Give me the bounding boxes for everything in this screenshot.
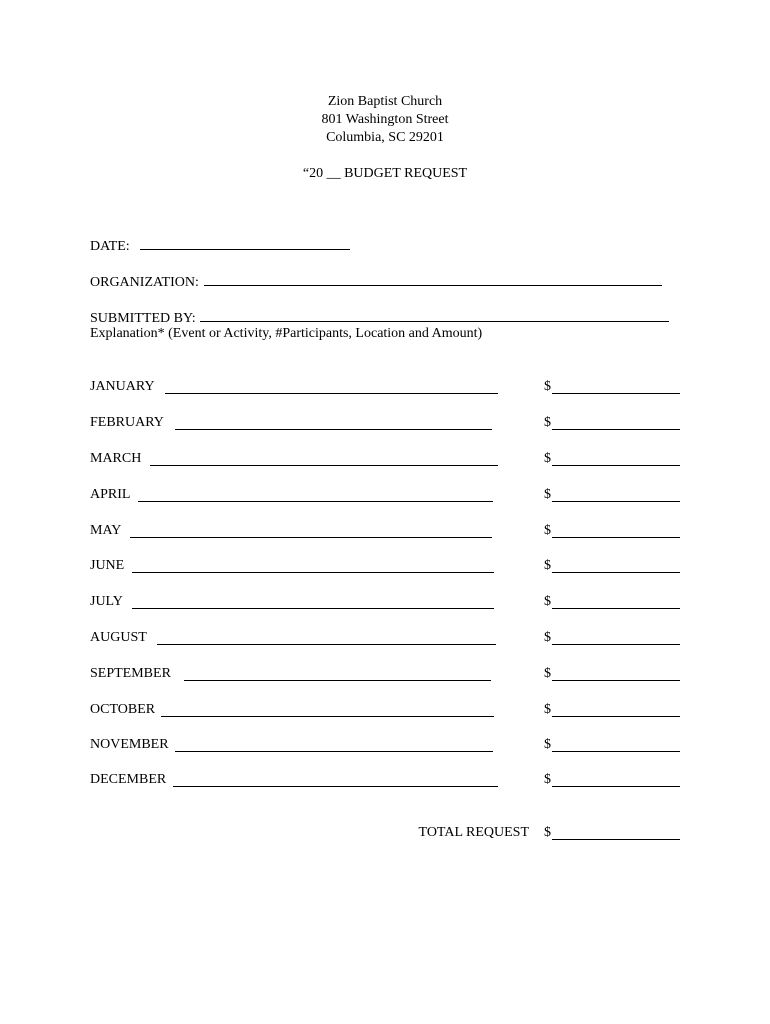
- month-row: [90, 629, 680, 647]
- organization-blank[interactable]: [204, 272, 662, 286]
- month-row: [90, 593, 680, 611]
- month-row: [90, 450, 680, 468]
- month-label: MAY: [90, 523, 122, 538]
- month-amount-blank[interactable]: [552, 559, 680, 573]
- month-amount-blank[interactable]: [552, 380, 680, 394]
- month-row: [90, 378, 680, 396]
- month-label: APRIL: [90, 487, 131, 502]
- month-amount-blank[interactable]: [552, 667, 680, 681]
- month-amount-blank[interactable]: [552, 703, 680, 717]
- month-amount-blank[interactable]: [552, 738, 680, 752]
- date-field: [90, 236, 350, 256]
- month-description-blank[interactable]: [132, 595, 494, 609]
- month-amount-blank[interactable]: [552, 773, 680, 787]
- month-description-blank[interactable]: [173, 773, 498, 787]
- date-label: DATE:: [90, 239, 130, 254]
- month-label: SEPTEMBER: [90, 666, 171, 681]
- dollar-sign: $: [544, 451, 551, 466]
- month-description-blank[interactable]: [175, 738, 493, 752]
- month-label: NOVEMBER: [90, 737, 169, 752]
- month-description-blank[interactable]: [138, 488, 493, 502]
- month-row: [90, 701, 680, 719]
- month-row: [90, 522, 680, 540]
- dollar-sign: $: [544, 558, 551, 573]
- date-blank[interactable]: [140, 236, 350, 250]
- month-row: [90, 736, 680, 754]
- explanation-note: Explanation* (Event or Activity, #Participants, Location and Amount): [90, 326, 483, 341]
- letterhead: [0, 93, 770, 147]
- month-amount-blank[interactable]: [552, 631, 680, 645]
- month-label: JANUARY: [90, 379, 155, 394]
- submitted-by-label: SUBMITTED BY:: [90, 311, 196, 326]
- organization-label: ORGANIZATION:: [90, 275, 199, 290]
- dollar-sign: $: [544, 825, 551, 840]
- month-description-blank[interactable]: [150, 452, 498, 466]
- church-name: Zion Baptist Church: [327, 94, 443, 109]
- month-row: [90, 665, 680, 683]
- month-label: OCTOBER: [90, 702, 156, 717]
- month-amount-blank[interactable]: [552, 524, 680, 538]
- month-row: [90, 557, 680, 575]
- dollar-sign: $: [544, 666, 551, 681]
- month-description-blank[interactable]: [157, 631, 496, 645]
- dollar-sign: $: [544, 523, 551, 538]
- month-description-blank[interactable]: [184, 667, 491, 681]
- dollar-sign: $: [544, 630, 551, 645]
- dollar-sign: $: [544, 594, 551, 609]
- dollar-sign: $: [544, 702, 551, 717]
- total-amount-blank[interactable]: [552, 826, 680, 840]
- month-row: [90, 771, 680, 789]
- month-row: [90, 486, 680, 504]
- month-description-blank[interactable]: [175, 416, 492, 430]
- dollar-sign: $: [544, 772, 551, 787]
- dollar-sign: $: [544, 737, 551, 752]
- organization-field: [90, 272, 662, 292]
- month-label: JUNE: [90, 558, 125, 573]
- month-description-blank[interactable]: [130, 524, 492, 538]
- month-label: FEBRUARY: [90, 415, 164, 430]
- total-request-row: [90, 824, 680, 842]
- month-description-blank[interactable]: [161, 703, 494, 717]
- church-street: 801 Washington Street: [321, 112, 449, 127]
- submitted-by-blank[interactable]: [200, 308, 669, 322]
- month-amount-blank[interactable]: [552, 416, 680, 430]
- form-title: “20 __ BUDGET REQUEST: [302, 166, 468, 181]
- month-amount-blank[interactable]: [552, 595, 680, 609]
- month-label: JULY: [90, 594, 123, 609]
- church-city: Columbia, SC 29201: [326, 130, 444, 145]
- month-amount-blank[interactable]: [552, 488, 680, 502]
- dollar-sign: $: [544, 415, 551, 430]
- month-label: MARCH: [90, 451, 142, 466]
- month-description-blank[interactable]: [132, 559, 494, 573]
- month-amount-blank[interactable]: [552, 452, 680, 466]
- month-label: AUGUST: [90, 630, 147, 645]
- month-description-blank[interactable]: [165, 380, 498, 394]
- month-row: [90, 414, 680, 432]
- total-request-label: TOTAL REQUEST: [418, 825, 529, 840]
- dollar-sign: $: [544, 379, 551, 394]
- month-label: DECEMBER: [90, 772, 167, 787]
- dollar-sign: $: [544, 487, 551, 502]
